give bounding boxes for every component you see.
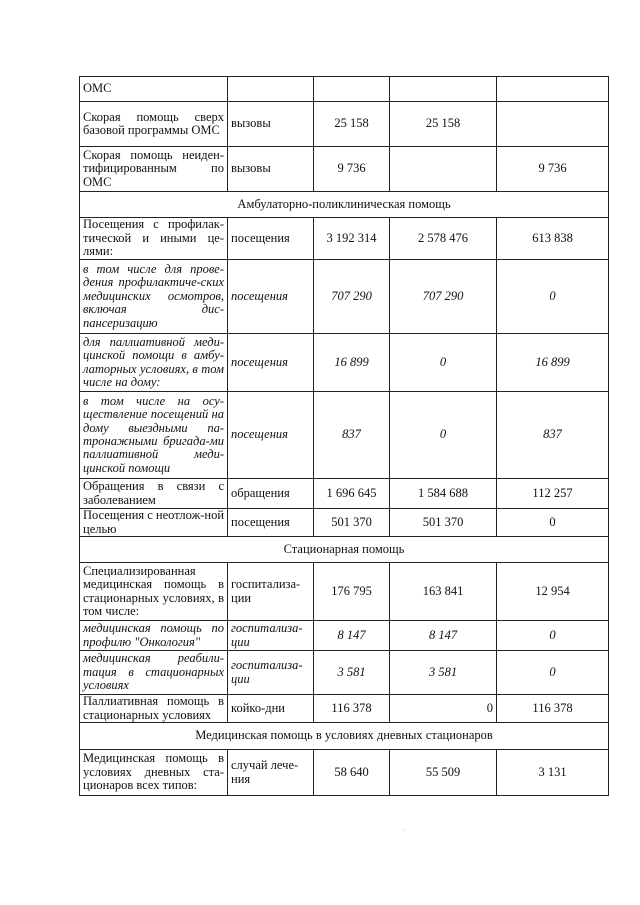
volume-a-cell: 55 509 [390, 750, 497, 796]
section-header-row [80, 723, 609, 750]
section-title: Медицинская помощь в условиях дневных стационаров [80, 723, 609, 750]
section-title: Амбулаторно-поликлиническая помощь [80, 192, 609, 218]
table-row [80, 77, 609, 102]
volume-a-cell: 163 841 [390, 563, 497, 621]
service-name-cell: Медицинская помощь в условиях дневных ста-ционаров всех типов: [80, 750, 228, 796]
unit-cell: госпитализа-ции [228, 621, 314, 651]
volume-b-cell [497, 77, 609, 102]
volume-a-cell: 2 578 476 [390, 218, 497, 260]
volume-b-cell: 0 [497, 651, 609, 695]
volume-b-cell: 613 838 [497, 218, 609, 260]
section-header-row [80, 537, 609, 563]
total-cell: 116 378 [314, 695, 390, 723]
total-cell: 3 581 [314, 651, 390, 695]
service-name-cell: Скорая помощь неиден-тифицированным по ОМС [80, 147, 228, 192]
volume-b-cell: 0 [497, 260, 609, 334]
total-cell: 16 899 [314, 334, 390, 392]
table-row [80, 102, 609, 147]
volume-b-cell: 0 [497, 621, 609, 651]
unit-cell: вызовы [228, 102, 314, 147]
table-row [80, 509, 609, 537]
volume-a-cell: 501 370 [390, 509, 497, 537]
service-name-cell: Посещения с профилак-тической и иными це-лями: [80, 218, 228, 260]
total-cell: 3 192 314 [314, 218, 390, 260]
table-row [80, 260, 609, 334]
unit-cell: койко-дни [228, 695, 314, 723]
total-cell [314, 77, 390, 102]
service-name-cell: ОМС [80, 77, 228, 102]
unit-cell: госпитализа-ции [228, 651, 314, 695]
service-name-cell: Обращения в связи с заболеванием [80, 479, 228, 509]
service-name-cell: для паллиативной меди-цинской помощи в амбу-латорных условиях, в том числе на дому: [80, 334, 228, 392]
volume-a-cell: 8 147 [390, 621, 497, 651]
unit-cell: посещения [228, 260, 314, 334]
total-cell: 1 696 645 [314, 479, 390, 509]
volume-a-cell: 0 [390, 392, 497, 479]
total-cell: 176 795 [314, 563, 390, 621]
volume-a-cell: 25 158 [390, 102, 497, 147]
unit-cell: посещения [228, 509, 314, 537]
total-cell: 837 [314, 392, 390, 479]
unit-cell: случай лече-ния [228, 750, 314, 796]
unit-cell: обращения [228, 479, 314, 509]
volume-a-cell: 1 584 688 [390, 479, 497, 509]
table-row [80, 621, 609, 651]
volume-b-cell [497, 102, 609, 147]
unit-cell: посещения [228, 218, 314, 260]
volume-a-cell: 3 581 [390, 651, 497, 695]
table-row [80, 147, 609, 192]
unit-cell [228, 77, 314, 102]
table-row [80, 479, 609, 509]
volume-b-cell: 16 899 [497, 334, 609, 392]
volume-a-cell: 707 290 [390, 260, 497, 334]
unit-cell: посещения [228, 334, 314, 392]
volume-a-cell: 0 [390, 334, 497, 392]
volume-b-cell: 9 736 [497, 147, 609, 192]
volume-a-cell [390, 147, 497, 192]
section-header-row [80, 192, 609, 218]
table-row [80, 651, 609, 695]
volume-b-cell: 112 257 [497, 479, 609, 509]
service-name-cell: Специализированная медицинская помощь в стационарных условиях, в том числе: [80, 563, 228, 621]
table-row [80, 750, 609, 796]
table-row [80, 218, 609, 260]
volume-b-cell: 837 [497, 392, 609, 479]
service-name-cell: Скорая помощь сверх базовой программы ОМС [80, 102, 228, 147]
service-name-cell: в том числе для прове-дения профилактиче-ских медицинских осмотров, включая дис-пансеризацию [80, 260, 228, 334]
total-cell: 25 158 [314, 102, 390, 147]
unit-cell: вызовы [228, 147, 314, 192]
volume-a-cell [390, 77, 497, 102]
volume-b-cell: 3 131 [497, 750, 609, 796]
service-name-cell: Посещения с неотлож-ной целью [80, 509, 228, 537]
service-name-cell: Паллиативная помощь в стационарных условиях [80, 695, 228, 723]
scan-speck: · [402, 826, 405, 835]
total-cell: 8 147 [314, 621, 390, 651]
unit-cell: посещения [228, 392, 314, 479]
table-row [80, 563, 609, 621]
table-row [80, 334, 609, 392]
total-cell: 58 640 [314, 750, 390, 796]
service-name-cell: в том числе на осу-ществление посещений на дому выездными па-тронажными бригада-ми паллиативной меди-цинской помощи [80, 392, 228, 479]
medical-care-volume-table [79, 76, 609, 796]
service-name-cell: медицинская реабили-тация в стационарных условиях [80, 651, 228, 695]
section-title: Стационарная помощь [80, 537, 609, 563]
volume-b-cell: 116 378 [497, 695, 609, 723]
total-cell: 501 370 [314, 509, 390, 537]
total-cell: 9 736 [314, 147, 390, 192]
table-row [80, 695, 609, 723]
table-row [80, 392, 609, 479]
volume-b-cell: 0 [497, 509, 609, 537]
volume-b-cell: 12 954 [497, 563, 609, 621]
unit-cell: госпитализа-ции [228, 563, 314, 621]
total-cell: 707 290 [314, 260, 390, 334]
volume-a-cell: 0 [390, 695, 497, 723]
service-name-cell: медицинская помощь по профилю "Онкология" [80, 621, 228, 651]
